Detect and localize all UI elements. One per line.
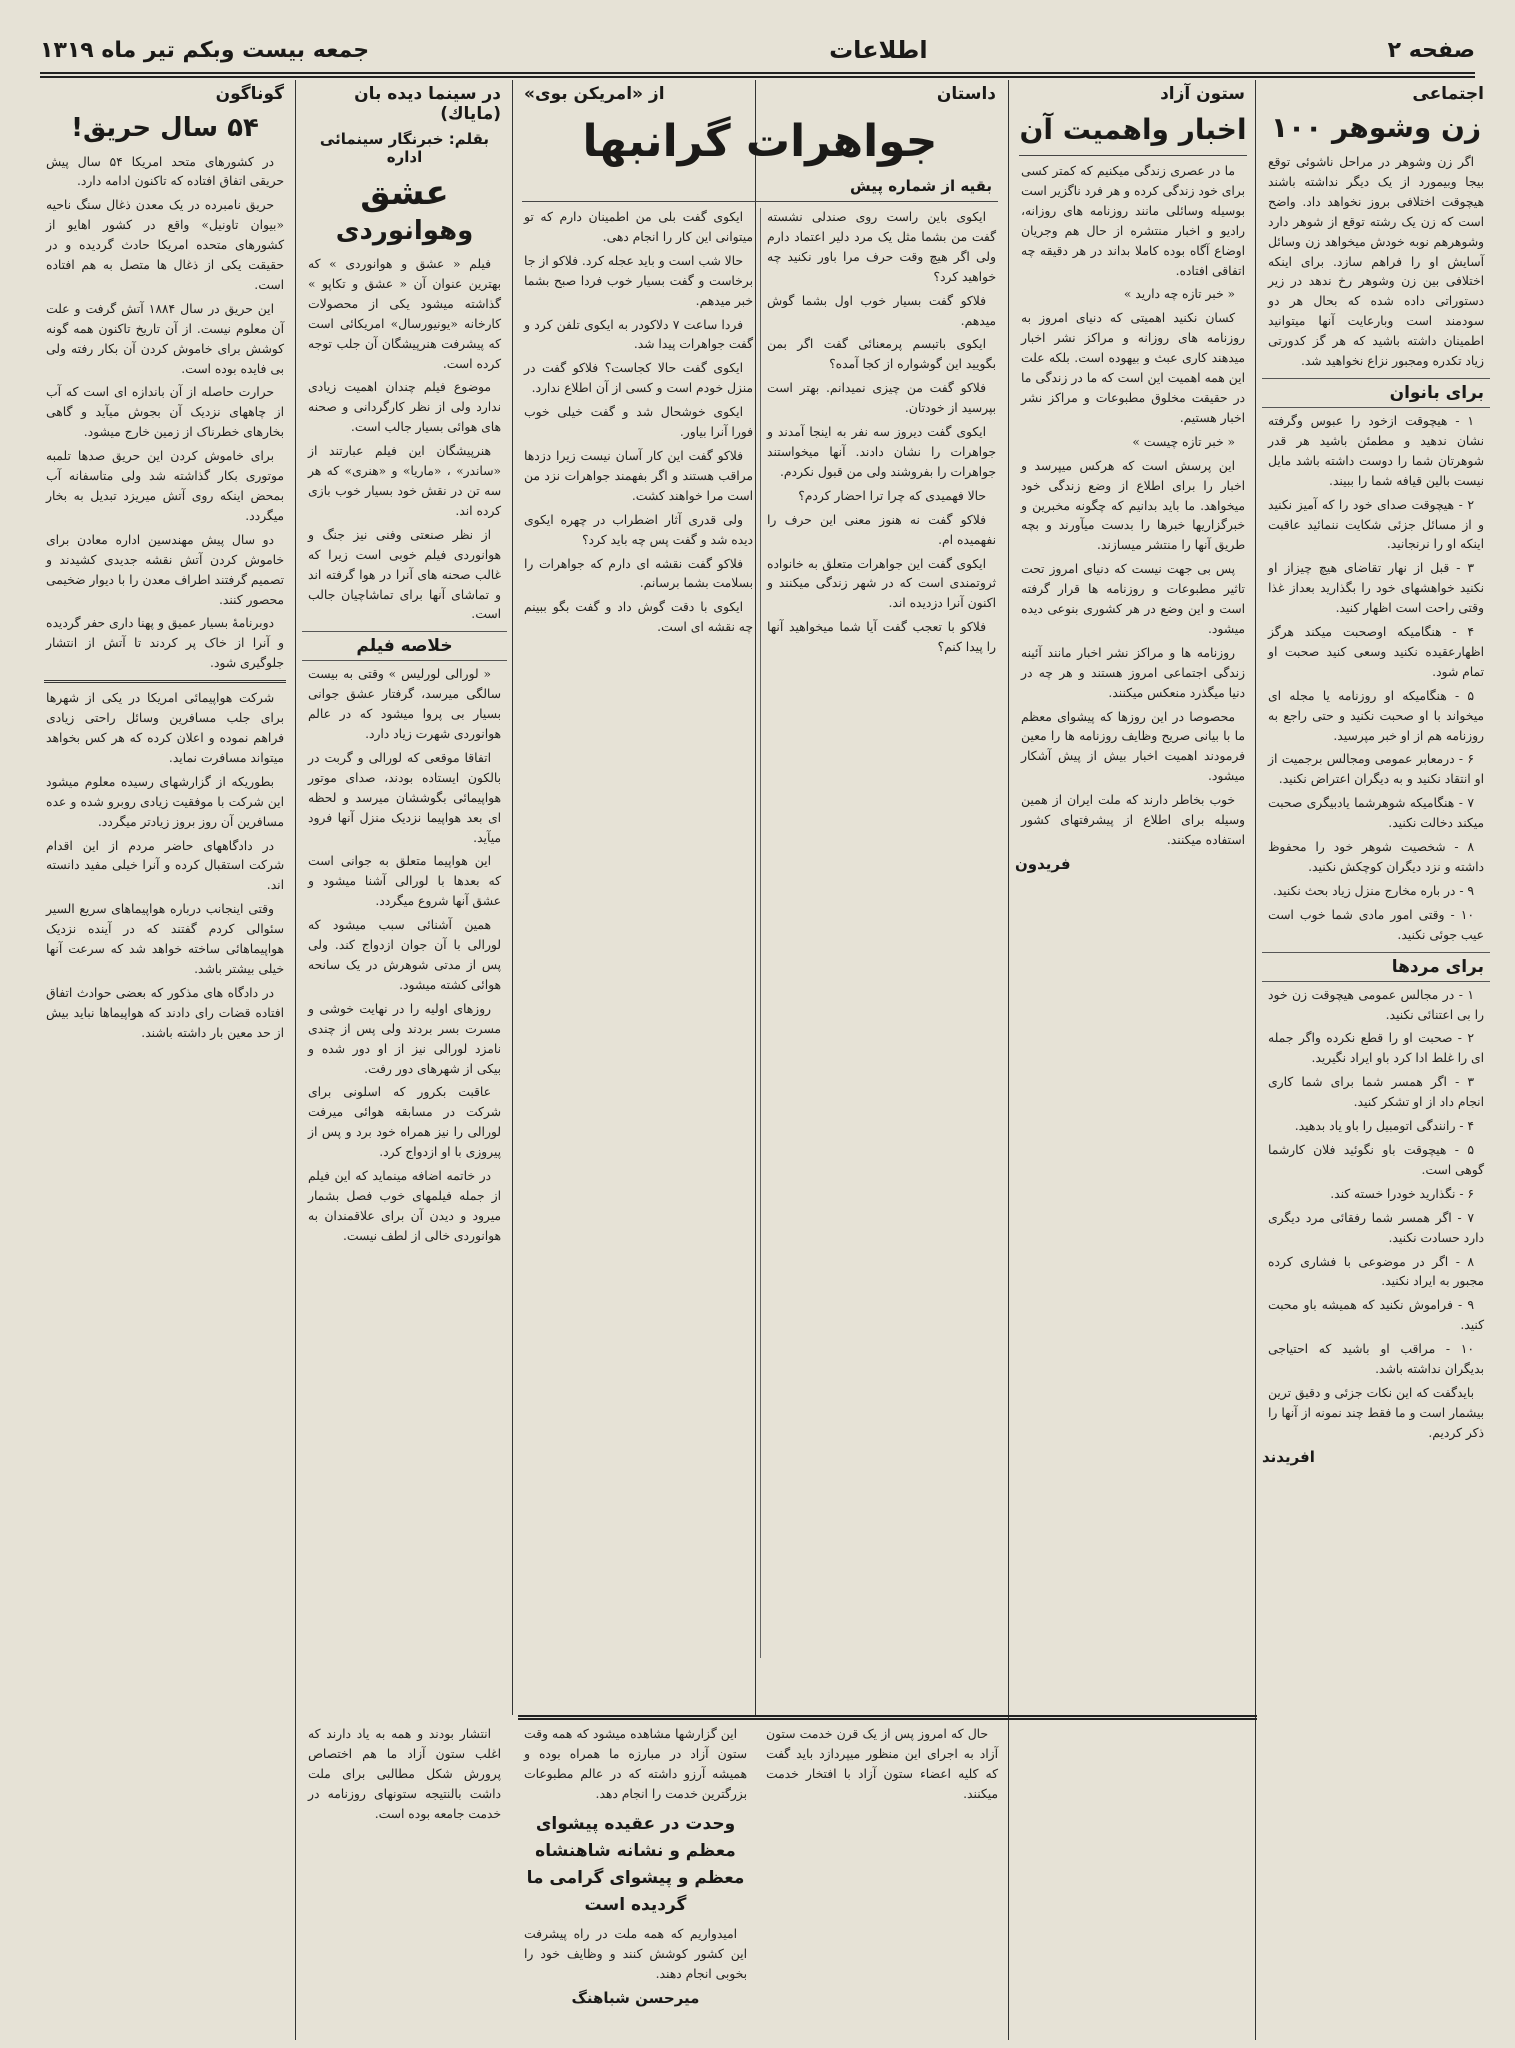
bottom-text: حال که امروز پس از یک قرن خدمت ستون آزاد به اجرای این منظور میپردازد باید گفت که کلیه اعضاء ستون آزاد با افتخار خدمت میکنند. [766,1727,998,1801]
paragraph: وقتی اینجانب درباره هواپیماهای سریع السیر سئوالی کردم گفتند که در آینده نزدیک هواپیماهائی ساخته خواهد شد که سرعت آنها خیلی بیشتر باشد. [46,902,284,976]
article-title: زن وشوهر ۱۰۰ [1270,111,1482,144]
section-kicker: ستون آزاد [1160,84,1245,104]
paragraph: حالا فهمیدی که چرا ترا احضار کردم؟ [798,488,986,503]
paragraph: شرکت هواپیمائی امریکا در یکی از شهرها برای جلب مسافرین وسائل راحتی زیادی فراهم نموده و اعلان کرده که هر کس بخواهد میتواند مسافرت نماید. [46,691,284,765]
section-subhead: برای مردها [1262,952,1490,982]
paragraph: این حریق در سال ۱۸۸۴ آتش گرفت و علت آن معلوم نیست. از آن تاریخ تاکنون همه گونه کوشش برای خاموش کردن آن بکار رفته ولی بی فایده بوده است. [46,301,284,376]
women-tips-list [1262,412,1490,946]
paragraph: ایکوی گفت دیروز سه نفر به اینجا آمدند و جواهرات را نشان دادند. آنها میخواستند جواهرات را بفروشند ولی من قبول نکردم. [767,425,996,479]
article-signature: افریدند [1262,1447,1315,1466]
paragraph: در خاتمه اضافه مینماید که این فیلم از جمله فیلمهای خوب فصل بشمار میرود و دیدن آن برای علاقمندان به هوانوردی خالی از لطف نیست. [308,1169,501,1243]
article-title: ۵۴ سال حریق! [71,113,259,143]
paragraph: فلاکو گفت بسیار خوب اول بشما گوش میدهم. [767,293,996,328]
various-column [40,80,290,2040]
paragraph: در دادگاه های مذکور که بعضی حوادث اتفاق افتاده قضات رای دادند که هواپیماها نباید بیش از حد معین بار داشته باشند. [46,985,284,1040]
column-rule [512,80,513,1715]
paragraph: ۱۰ - مراقب او باشید که احتیاجی بدیگران نداشته باشد. [1268,1342,1484,1377]
paragraph: برای خاموش کردن این حریق صدها تلمبه موتوری بکار گذاشته شد ولی متاسفانه آب بمحض اینکه روی آتش میریزد تبدیل به بخار میگردد. [46,449,284,523]
paragraph: ۲ - صحبت او را قطع نکرده واگر جمله ای را غلط ادا کرد باو ایراد نگیرید. [1268,1031,1484,1066]
bottom-text: این گزارشها مشاهده میشود که همه وقت ستون آزاد در مبارزه ما همراه بوده و همیشه آرزو داشته که در عالم مطبوعات بزرگترین خدمت را انجام دهد. [524,1727,747,1801]
newspaper-name: اطلاعات [829,36,928,64]
paragraph: فردا ساعت ۷ دلاکودر به ایکوی تلفن کرد و گفت جواهرات پیدا شد. [524,317,753,352]
paragraph: پس بی جهت نیست که دنیای امروز تحت تاثیر مطبوعات و روزنامه ها قرار گرفته است و این وضع در هر کشوری بنوعی دیده میشود. [1021,562,1245,636]
column-rule [1255,80,1256,2040]
page-number: صفحه ۲ [1387,37,1475,63]
paragraph: ایکوی گفت این جواهرات متعلق به خانواده ثروتمندی است که در شهر زندگی میکنند و اکنون آنرا دزدیده اند. [767,556,996,611]
paragraph: ۷ - اگر همسر شما رفقائی مرد دیگری دارد حسادت نکنید. [1268,1210,1484,1245]
band-rule [518,1715,1257,1720]
column-rule [1008,80,1009,2040]
paragraph: فلاکو گفت نه هنوز معنی این حرف را نفهمیده ام. [767,512,996,547]
section-kicker: در سینما دیده بان (مایاك) [354,84,501,124]
paragraph: ۳ - اگر همسر شما برای شما کاری انجام داد از او تشکر کنید. [1268,1075,1484,1110]
paragraph: دوبرنامهٔ بسیار عمیق و پهنا داری حفر گردیده و آنرا از خاک پر کردند تا آتش از انتشار جلوگیری شود. [46,616,284,671]
bottom-right-block [760,1725,1004,2040]
story-source: از «امریکن بوی» [524,84,665,104]
bottom-signature: میرحسن شباهنگ [571,1989,700,2008]
paragraph: حریق نامبرده در یک معدن ذغال سنگ ناحیه «بیوان تاونیل» واقع در کشور اهایو از کشورهای متحده امریکا حادث گردیده و در حقیقت یکی از ذغال ها متصل به هم افتاده است. [46,198,284,292]
paragraph: هنرپیشگان این فیلم عبارتند از «ساندر» ، «ماریا» و «هنری» که هر سه تن در نقش خود بسیار خوب بازی کرده اند. [308,444,501,518]
article-body [302,255,507,625]
paragraph: این هواپیما متعلق به جوانی است که بعدها با لورالی آشنا میشود و عشق آنها شروع میگردد. [308,854,501,909]
column-rule [295,80,296,2040]
paragraph: حالا شب است و باید عجله کرد. فلاکو از جا برخاست و گفت بسیار خوب فردا صبح بشما خبر میدهم. [524,253,753,308]
paragraph: از نظر صنعتی وفنی نیز جنگ و هوانوردی فیلم خوبی است زیرا که غالب صحنه های آنرا در هوا گرفته اند و تماشای آنها برای تماشاچیان جالب است. [308,527,501,622]
paragraph: فلاکو با تعجب گفت آیا شما میخواهید آنها را پیدا کنم؟ [767,620,996,655]
social-column [1262,80,1490,2040]
masthead-rule [40,72,1475,78]
paragraph: ما در عصری زندگی میکنیم که کمتر کسی برای خود زندگی کرده و هر فرد ناگزیر است بوسیله وسائلی مانند روزنامه های روزانه، رادیو و اخبار منتشره از حال هم وجریان اوضاع آگاه بوده کاملا بداند در هر دقیقه چه اتفاقی افتاده. [1021,164,1245,278]
paragraph: روزهای اولیه را در نهایت خوشی و مسرت بسر بردند ولی پس از چندی نامزد لورالی نیز از او دور شده و بیکی از شهرهای دور رفت. [308,1001,501,1076]
bottom-text: امیدواریم که همه ملت در راه پیشرفت این کشور کوشش کنند و وظایف خود را بخوبی انجام دهند. [524,1927,747,1982]
article-byline: بقلم: خبرنگار سینمائی اداره [319,130,490,166]
paragraph: همین آشنائی سبب میشود که لورالی با آن جوان ازدواج کند. ولی پس از مدتی شوهرش در یک سانحه هوائی کشته میشود. [308,918,501,992]
article-intro: اگر زن وشوهر در مراحل ناشوئی توقع بیجا وبیمورد از یک دیگر نداشته باشند هیچوقت اختلافی بروز نخواهد داد. واضح است که زن یک رشته توقع از شوهر دارد وشوهرهم نوبه خودش میخواهد زن وسائل آسایش او را فراهم سازد. برای اینکه اختلافی بین زن وشوهر رخ ندهد در زیر دستوراتی داده شده که بحال هر دو سودمند است وبارعایت آنها میتوانید اطمینان داشته باشید که هر گز کدورتی زیاد تکدره ومجبور نزاع نخواهید شد. [1268,155,1484,369]
paragraph: ۹ - فراموش نکنید که همیشه باو محبت کنید. [1268,1298,1484,1333]
paragraph: ۱ - در مجالس عمومی هیچوقت زن خود را بی اعتنائی نکنید. [1268,987,1484,1022]
paragraph: « خبر تازه چه دارید » [1123,287,1235,302]
film-summary [302,665,507,1246]
article-body-secondary [40,689,290,1043]
paragraph: فلاکو گفت من چیزی نمیدانم. بهتر است بپرسید از خودتان. [767,381,996,416]
paragraph: ایکوی باتبسم پرمعنائی گفت اگر بمن بگویید این گوشواره از کجا آمده؟ [767,337,996,372]
paragraph: فلاکو گفت نقشه ای دارم که جواهرات را بسلامت بشما برسانم. [524,556,753,591]
paragraph: محصوصا در این روزها که پیشوای معظم ما با بیانی صریح وظایف روزنامه ها را معین فرمودند اهمیت اخبار بیش از پیش آشکار میشود. [1021,709,1245,784]
paragraph: ۶ - نگذارید خودرا خسته کند. [1330,1186,1474,1201]
paragraph: فلاکو گفت این کار آسان نیست زیرا دزدها مراقب هستند و اگر بفهمند جواهرات نزد من است مرا خواهند کشت. [524,448,753,503]
paragraph: ولی قدری آثار اضطراب در چهره ایکوی دیده شد و گفت پس چه باید کرد؟ [524,512,753,547]
article-subtitle: وهوانوردی [335,215,474,246]
paragraph: فیلم « عشق و هوانوردی » که بهترین عنوان آن « عشق و تکاپو » گذاشته میشود یکی از محصولات کارخانه «یونیورسال» امریکائی است که پیشرفت هنرپیشگان آن جلب توجه کرده است. [308,257,501,371]
paragraph: ۲ - هیچوقت صدای خود را که آمیز نکنید و از مسائل جزئی شکایت ننمائید عاقبت اینکه او را نرنجانید. [1268,497,1484,552]
issue-date: جمعه بیست وبکم تیر ماه ۱۳۱۹ [40,37,370,63]
paragraph: ۸ - شخصیت شوهر خود را محفوظ داشته و نزد دیگران کوچکش نکنید. [1268,840,1484,874]
paragraph: در کشورهای متحد امریکا ۵۴ سال پیش حریقی اتفاق افتاده که تاکنون ادامه دارد. [46,154,284,189]
article-title: اخبار واهمیت آن [1019,113,1247,146]
bottom-text: انتشار بودند و همه به یاد دارند که اغلب ستون آزاد ما هم اختصاص پرورش شکل مطالبی برای ملت داشت بالنتیجه ستونهای روزنامه در خدمت جامعه بوده است. [308,1727,501,1821]
paragraph: روزنامه ها و مراکز نشر اخبار مانند آئینه زندگی اجتماعی امروز هستند و هر چه در دنیا میگذرد منعکس میکنند. [1021,645,1245,700]
article-signature: فریدون [1015,854,1071,873]
paragraph: عاقبت بکرور که اسلونی برای شرکت در مسابقه هوائی میرفت لورالی را نیز همراه خود برد و پس از پیروزی با او ازدواج کرد. [308,1085,501,1160]
paragraph: کسان نکنید اهمیتی که دنیای امروز به روزنامه های روزانه و مراکز نشر اخبار میدهند کاری عبث و بیهوده است. بلکه علت این همه اهمیت این است که ما در زندگی ما در حقیقت مخلوق مطبوعات و مراکز نشر اخبار هستیم. [1021,311,1245,425]
continued-note: بقیه از شماره پیش [850,177,992,195]
paragraph: ایکوی گفت حالا کجاست؟ فلاکو گفت در منزل خودم است و کسی از آن اطلاع ندارد. [524,361,753,396]
paragraph: دو سال پیش مهندسین اداره معادن برای خاموش کردن آتش نقشه جدیدی کشیدند و تصمیم گرفتند اطراف معدن را با دیوار ضخیمی محصور کنند. [46,532,284,607]
paragraph: ۹ - در باره مخارج منزل زیاد بحث نکنید. [1272,883,1474,898]
article-title: عشق [360,173,449,213]
paragraph: ایکوی باین راست روی صندلی نشسته گفت من بشما مثل یک مرد دلیر اعتماد دارم ولی اگر هیچ وقت حرف مرا باور نکنید چه خواهید کرد؟ [767,210,996,284]
paragraph: « خبر تازه چیست » [1132,434,1235,449]
bottom-left-block [302,1725,507,2040]
section-kicker: اجتماعی [1412,84,1484,104]
paragraph: ۷ - هنگامیکه شوهرشما یادبیگری صحبت میکند دخالت نکنید. [1268,796,1484,831]
bottom-center-block [518,1725,753,2040]
paragraph: ۵ - هیچوقت باو نگوئید فلان کارشما گوهی است. [1268,1142,1484,1177]
article-footer: بایدگفت که این نکات جزئی و دقیق ترین بیشمار است و ما فقط چند نمونه از آنها را ذکر کردیم. [1268,1385,1484,1440]
story-column [518,80,1002,1710]
paragraph: ایکوی گفت بلی من اطمینان دارم که تو میتوانی این کار را انجام دهی. [524,210,753,244]
article-body [518,208,1002,1658]
article-title: جواهرات گرانبها [582,116,938,167]
paragraph: ۴ - هنگامیکه اوصحبت میکند هرگز اظهارعقیده نکنید وسعی کنید صحبت او تمام شود. [1268,625,1484,679]
section-kicker: گوناگون [215,84,284,104]
article-body [1015,162,1251,851]
paragraph: ۵ - هنگامیکه او روزنامه یا مجله ای میخواند با او صحبت نکنید و حتی راجع به روزنامه هم از او خبر مپرسید. [1268,688,1484,743]
bottom-highlight: وحدت در عقیده پیشوای معظم و نشانه شاهنشاه معظم و پیشوای گرامی ما گردیده است [526,1813,745,1916]
masthead [40,30,1475,70]
paragraph: ۶ - درمعابر عمومی ومجالس برجمیت از او انتقاد نکنید و به دیگران اعتراض نکنید. [1268,752,1484,787]
section-subhead: خلاصه فیلم [302,631,507,661]
paragraph: ۴ - رانندگی اتومبیل را باو یاد بدهید. [1294,1119,1474,1134]
paragraph: « لورالی لورلیس » وقتی به بیست سالگی میرسد، گرفتار عشق جوانی بسیار بی پروا میشود که در عالم هوانوردی شهرت زیاد دارد. [308,667,501,742]
paragraph: ایکوی با دقت گوش داد و گفت بگو ببینم چه نقشه ای است. [524,600,753,635]
paragraph: موضوع فیلم چندان اهمیت زیادی ندارد ولی از نظر کارگردانی و صحنه های هوائی بسیار جالب است. [308,380,501,435]
paragraph: ۱ - هیچوقت ازخود را عبوس وگرفته نشان ندهید و مطمئن باشید هر قدر شوهرتان شما را دوست داشته باشد مایل نیست بالین قیافه شما را ببیند. [1268,413,1484,488]
section-subhead: برای بانوان [1262,378,1490,408]
paragraph: ۱۰ - وقتی امور مادی شما خوب است عیب جوئی نکنید. [1268,907,1484,942]
men-tips-list [1262,986,1490,1380]
paragraph: این پرسش است که هرکس میپرسد و اخبار را برای اطلاع از وضع زندگی خود میخواهد. ما باید بدانیم که چگونه مخبرین و خبرگزاریها خبرها را بدست میآورند و بچه طریق آنها را منتشر میسازند. [1021,458,1245,553]
paragraph: حرارت حاصله از آن باندازه ای است که آب از چاههای نزدیک آن بجوش میآید و گاهی بخارهای خطرناک از زمین خارج میشود. [46,385,284,440]
free-column [1015,80,1251,2040]
paragraph: ایکوی خوشحال شد و گفت خیلی خوب فورا آنرا بیاور. [524,405,753,440]
paragraph: ۸ - اگر در موضوعی با فشاری کرده مجبور به ایراد نکنید. [1268,1254,1484,1289]
paragraph: در دادگاههای حاضر مردم از این اقدام شرکت استقبال کرده و آنرا خیلی مفید دانسته اند. [46,838,284,893]
paragraph: ۳ - قبل از نهار تقاضای هیچ چیزاز او نکنید خواهشهای خود را بگذارید بعداز غذا وقتی راحت است اظهار کنید. [1268,561,1484,616]
paragraph: خوب بخاطر دارند که ملت ایران از همین وسیله برای اطلاع از پیشرفتهای کشور استفاده میکنند. [1021,793,1245,847]
paragraph: اتفاقا موقعی که لورالی و گربت در بالکون ایستاده بودند، صدای موتور هواپیمائی بگوششان میرسد و لحظه ای بعد هواپیما نزدیک منزل آنها فرود میآید. [308,750,501,845]
article-body [40,153,290,675]
paragraph: بطوریکه از گزارشهای رسیده معلوم میشود این شرکت با موفقیت زیادی روبرو شده و عده مسافرین آن روز بروز زیادتر میگردد. [46,774,284,829]
section-kicker: داستان [936,84,996,104]
